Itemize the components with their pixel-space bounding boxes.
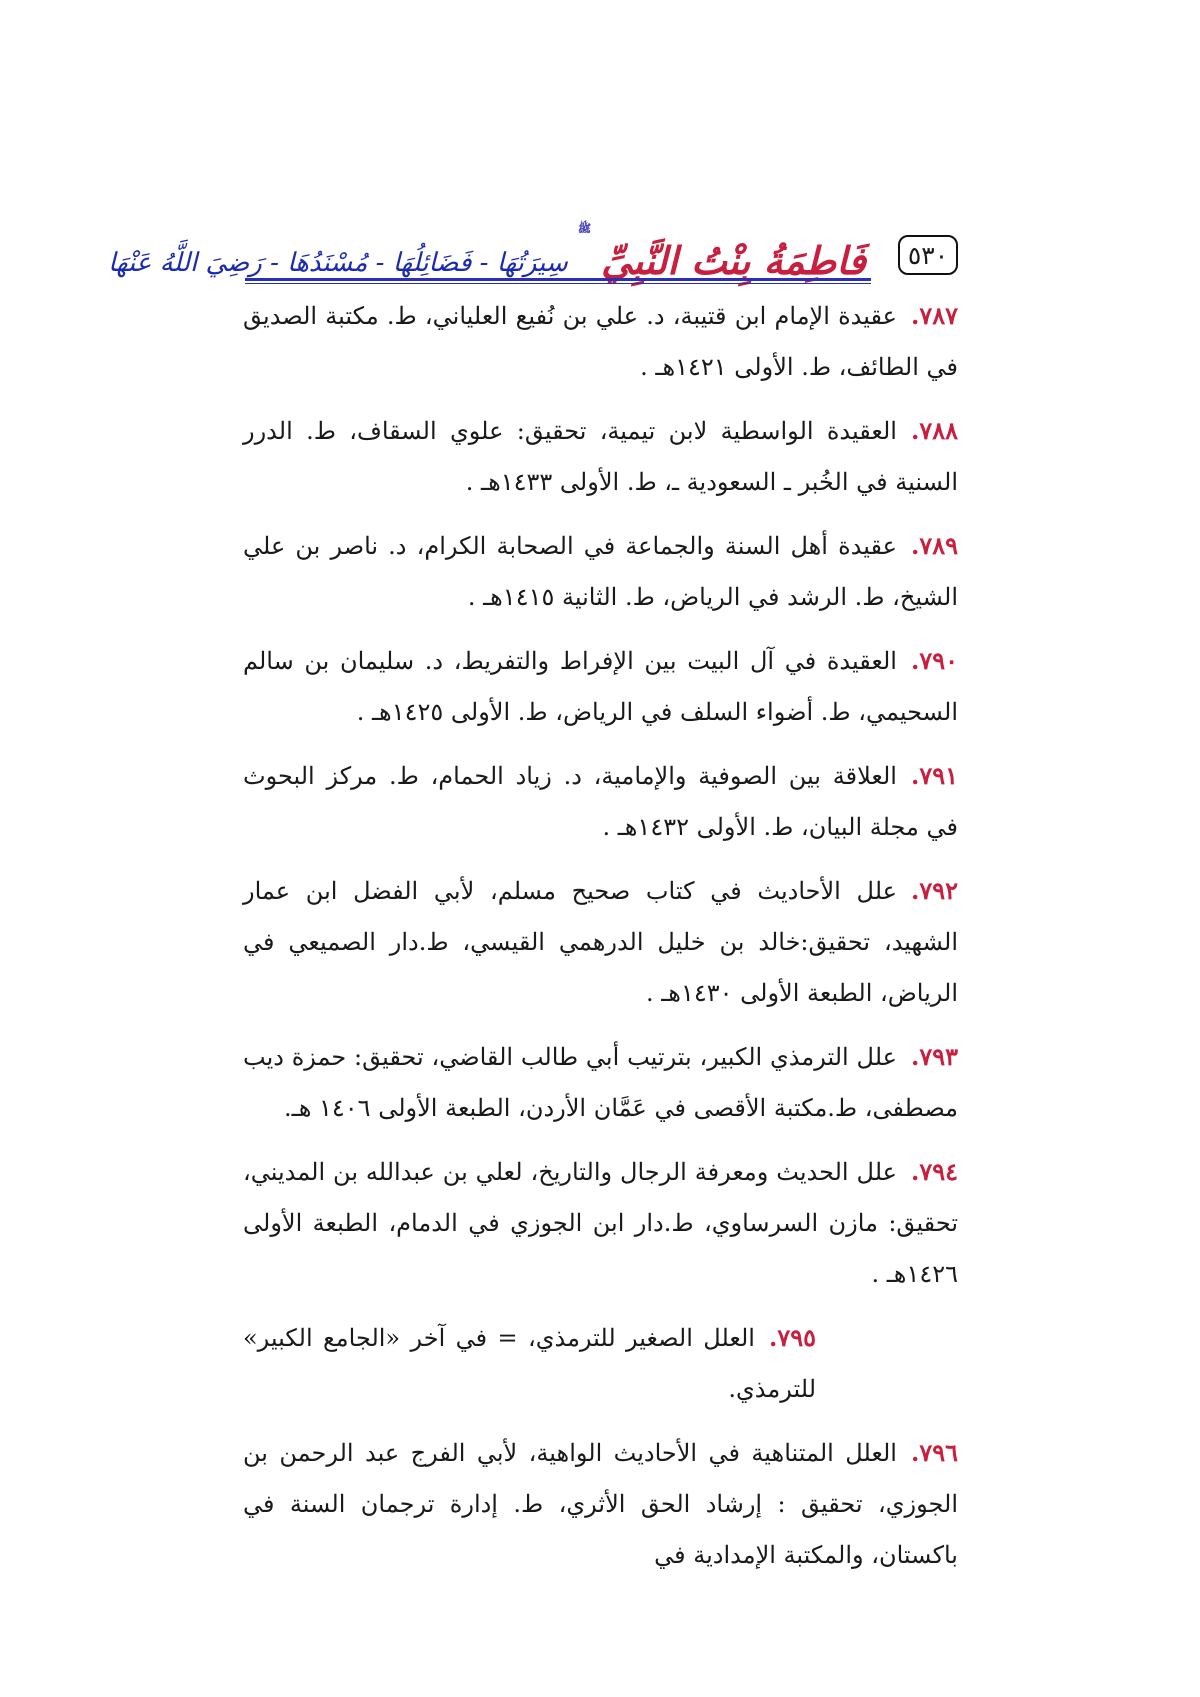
entry-text: العلاقة بين الصوفية والإمامية، د. زياد الحمام، ط. مركز البحوث في مجلة البيان، ط. الأولى ١٤٣٢هـ . (243, 762, 958, 841)
bibliography-entry (243, 865, 958, 1019)
entry-number: ٧٩٣. (910, 1042, 958, 1071)
header-rule-thin (245, 283, 871, 284)
entry-text: العلل الصغير للترمذي، = في آخر «الجامع الكبير» للترمذي. (243, 1324, 816, 1403)
page-number (898, 235, 958, 275)
bibliography-entry (243, 1146, 958, 1300)
book-title-honorific: ﷺ (577, 222, 592, 235)
book-title (108, 220, 870, 283)
page-number-text: ٥٣٠ (907, 240, 949, 270)
entry-number: ٧٨٨. (910, 416, 958, 445)
entry-number: ٧٩٤. (910, 1157, 958, 1186)
bibliography-entry (243, 750, 958, 853)
bibliography-entry (243, 520, 958, 623)
entry-text: عقيدة أهل السنة والجماعة في الصحابة الكرام، د. ناصر بن علي الشيخ، ط. الرشد في الرياض، ط. الثانية ١٤١٥هـ . (243, 532, 958, 611)
bibliography-list (243, 290, 958, 1593)
entry-number: ٧٩٦. (910, 1438, 958, 1467)
entry-text: علل الترمذي الكبير، بترتيب أبي طالب القاضي، تحقيق: حمزة ديب مصطفى، ط.مكتبة الأقصى في عَمَّان الأردن، الطبعة الأولى ١٤٠٦ هـ. (243, 1043, 958, 1122)
bibliography-entry (243, 290, 958, 393)
bibliography-entry (243, 635, 958, 738)
entry-number: ٧٩٠. (910, 646, 958, 675)
entry-text: علل الأحاديث في كتاب صحيح مسلم، لأبي الفضل ابن عمار الشهيد، تحقيق:خالد بن خليل الدرهمي القيسي، ط.دار الصميعي في الرياض، الطبعة الأولى ١٤٣٠هـ . (243, 877, 958, 1007)
entry-number: ٧٨٩. (910, 531, 958, 560)
bibliography-entry (243, 1312, 958, 1415)
entry-number: ٧٩٢. (910, 876, 958, 905)
header-rule (245, 278, 871, 281)
entry-number: ٧٩٥. (768, 1323, 816, 1352)
bibliography-entry (243, 1031, 958, 1134)
entry-text: العقيدة الواسطية لابن تيمية، تحقيق: علوي السقاف، ط. الدرر السنية في الخُبر ـ السعودية ـ، ط. الأولى ١٤٣٣هـ . (243, 417, 958, 496)
page-header (108, 150, 958, 283)
entry-number: ٧٩١. (910, 761, 958, 790)
bibliography-entry (243, 1427, 958, 1581)
entry-text: عقيدة الإمام ابن قتيبة، د. علي بن نُفيع العلياني، ط. مكتبة الصديق في الطائف، ط. الأولى ١٤٢١هـ . (243, 302, 958, 381)
entry-text: علل الحديث ومعرفة الرجال والتاريخ، لعلي بن عبدالله بن المديني، تحقيق: مازن السرساوي، ط.دار ابن الجوزي في الدمام، الطبعة الأولى ١٤٢٦هـ . (243, 1158, 958, 1288)
book-title-subtitle: سِيرَتُهَا - فَضَائِلُهَا - مُسْنَدُهَا - رَضِيَ اللَّهُ عَنْهَا (108, 248, 568, 278)
book-title-main: فَاطِمَةُ بِنْتُ النَّبِيِّ (601, 238, 866, 283)
entry-text: العقيدة في آل البيت بين الإفراط والتفريط، د. سليمان بن سالم السحيمي، ط. أضواء السلف في الرياض، ط. الأولى ١٤٢٥هـ . (243, 647, 958, 726)
entry-text: العلل المتناهية في الأحاديث الواهية، لأبي الفرج عبد الرحمن بن الجوزي، تحقيق : إرشاد الحق الأثري، ط. إدارة ترجمان السنة في باكستان، والمكتبة الإمدادية في (243, 1439, 958, 1569)
entry-number: ٧٨٧. (910, 301, 958, 330)
bibliography-entry (243, 405, 958, 508)
